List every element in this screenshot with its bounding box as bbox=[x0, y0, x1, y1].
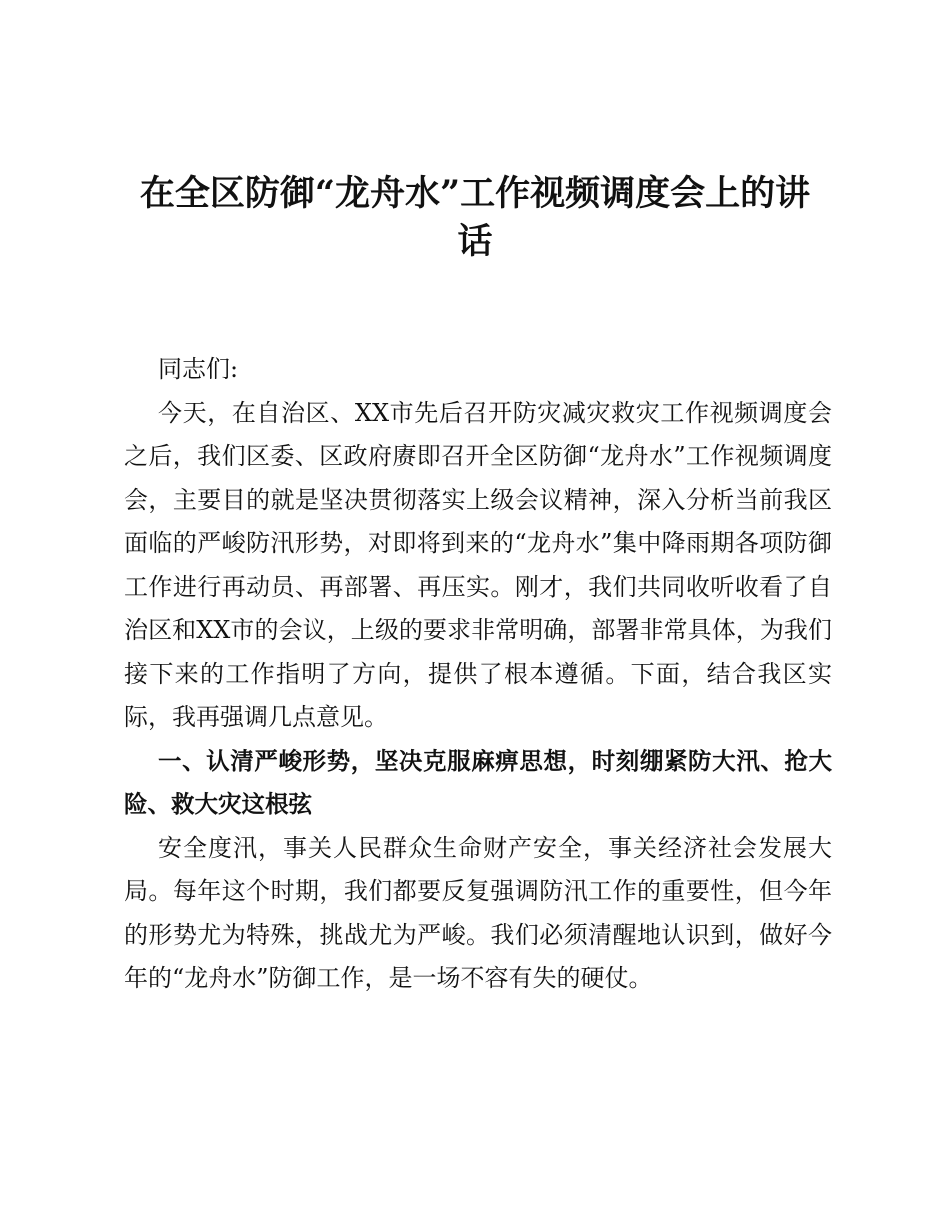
salutation: 同志们: bbox=[158, 355, 239, 383]
section-heading: 一、认清严峻形势，坚决克服麻痹思想，时刻绷紧防大汛、抢大险、救大灾这根弦 bbox=[124, 746, 832, 818]
opening-paragraph: 今天，在自治区、XX市先后召开防灾减灾救灾工作视频调度会之后，我们区委、区政府赓即召开全区防御“龙舟水”工作视频调度会，主要目的就是坚决贯彻落实上级会议精神，深入分析当前我区面临的严峻防汛形势，对即将到来的“龙舟水”集中降雨期各项防御工作进行再动员、再部署、再压实。刚才，我们共同收听收看了自治区和XX市的会议，上级的要求非常明确，部署非常具体，为我们接下来的工作指明了方向，提供了根本遵循。下面，结合我区实际，我再强调几点意见。 bbox=[124, 398, 832, 731]
section-paragraph: 安全度汛，事关人民群众生命财产安全，事关经济社会发展大局。每年这个时期，我们都要反复强调防汛工作的重要性，但今年的形势尤为特殊，挑战尤为严峻。我们必须清醒地认识到，做好今年的“龙舟水”防御工作，是一场不容有失的硬仗。 bbox=[124, 833, 832, 992]
document-title: 在全区防御“龙舟水”工作视频调度会上的讲话 bbox=[139, 173, 811, 262]
document-body bbox=[124, 348, 832, 1001]
